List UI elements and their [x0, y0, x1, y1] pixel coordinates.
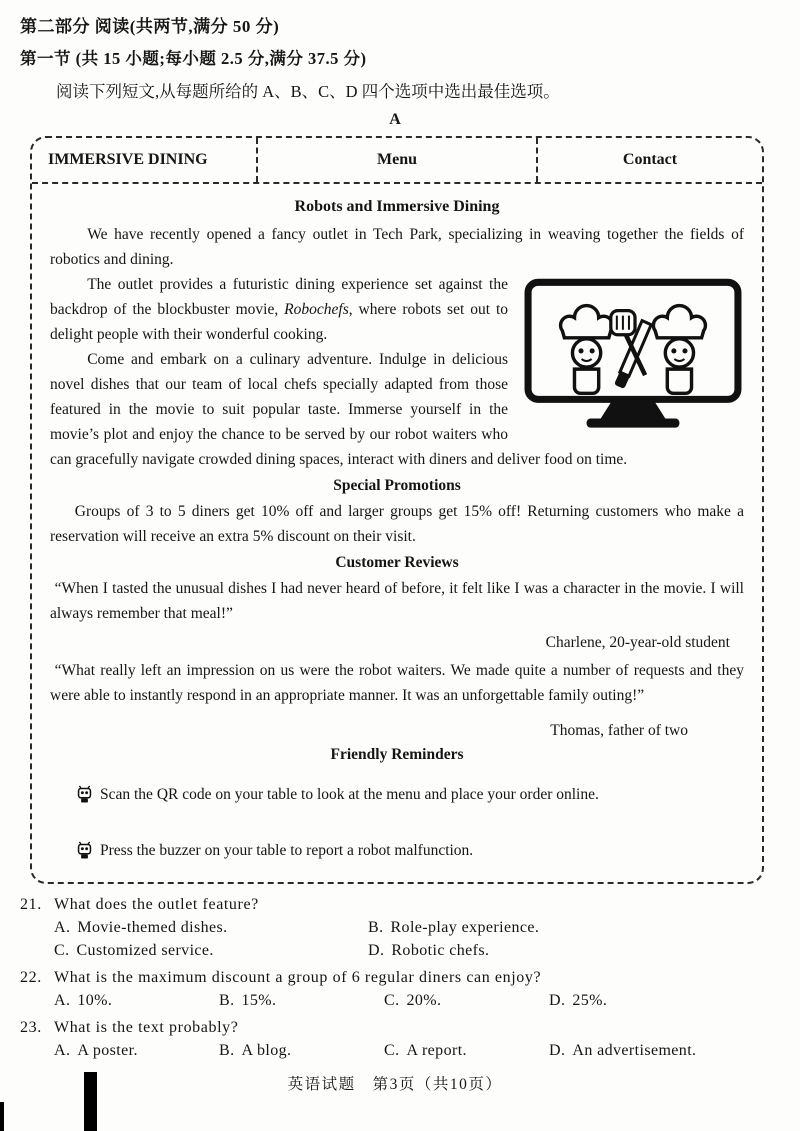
option-23-b: B. A blog. [219, 1042, 292, 1059]
reminder-2-text: Press the buzzer on your table to report a robot malfunction. [100, 842, 474, 859]
option-22-d: D. 25%. [549, 992, 608, 1009]
robot-icon [76, 785, 93, 810]
option-21-a: A. Movie-themed dishes. [54, 919, 228, 936]
flyer-nav-contact: Contact [622, 151, 678, 168]
movie-title-italic: Robochefs [284, 301, 349, 318]
promotions-text: Groups of 3 to 5 diners get 10% off and larger groups get 15% off! Returning customers who make a reservation will receive an extra 5% discount on their visit. [50, 503, 744, 545]
option-22-a: A. 10%. [54, 992, 113, 1009]
question-number: 23. [20, 1019, 42, 1036]
scan-artifact-edge [0, 1102, 4, 1131]
passage-title: Robots and Immersive Dining [294, 198, 500, 215]
review-1: “When I tasted the unusual dishes I had never heard of before, it felt like I was a character in the movie. I will always remember that meal!” [50, 580, 744, 622]
page-footer: 英语试题 第3页（共10页） [287, 1076, 503, 1093]
tv-illustration-svg [522, 276, 744, 438]
question-number: 22. [20, 969, 42, 986]
option-23-d: D. An advertisement. [549, 1042, 697, 1059]
paragraph-1: We have recently opened a fancy outlet in Tech Park, specializing in weaving together the fields of robotics and dining. [50, 226, 744, 268]
robot-chefs-tv-illustration [522, 276, 744, 438]
review-1-author: Charlene, 20-year-old student [545, 634, 730, 651]
option-21-d: D. Robotic chefs. [368, 942, 490, 959]
question-text: What is the text probably? [54, 1019, 239, 1036]
question-22 [20, 969, 770, 1010]
paragraph-2-pre: The outlet provides a futuristic dining experience set against the backdrop of the blockbuster movie, [50, 276, 508, 318]
paragraph-2-post: , where robots set out to delight people with their wonderful cooking. [50, 301, 509, 343]
question-text: What does the outlet feature? [54, 896, 259, 913]
option-22-b: B. 15%. [219, 992, 277, 1009]
reading-passage-flyer [30, 136, 764, 884]
question-22-options [20, 992, 770, 1010]
question-21 [20, 896, 770, 960]
flyer-nav-menu: Menu [258, 138, 538, 182]
question-text: What is the maximum discount a group of 6 regular diners can enjoy? [54, 969, 542, 986]
reminder-item-1 [76, 784, 744, 810]
flyer-body [32, 184, 762, 882]
question-21-options [20, 919, 770, 960]
question-23 [20, 1019, 770, 1060]
reminder-item-2 [76, 840, 744, 866]
robot-icon [76, 841, 93, 866]
flyer-nav-bar [32, 138, 762, 184]
reminders-heading: Friendly Reminders [330, 746, 464, 763]
question-23-options [20, 1042, 770, 1060]
option-23-c: C. A report. [384, 1042, 467, 1059]
reviews-heading: Customer Reviews [335, 554, 459, 571]
questions-section [20, 896, 770, 1060]
option-23-a: A. A poster. [54, 1042, 138, 1059]
review-2: “What really left an impression on us were the robot waiters. We made quite a number of requests and they were able to instantly respond in an appropriate manner. It was an unforgettable family outing!” [50, 662, 744, 704]
option-21-c: C. Customized service. [54, 942, 214, 959]
option-22-c: C. 20%. [384, 992, 442, 1009]
promotions-heading: Special Promotions [333, 477, 461, 494]
instructions-text: 阅读下列短文,从每题所给的 A、B、C、D 四个选项中选出最佳选项。 [56, 82, 560, 101]
reminder-1-text: Scan the QR code on your table to look at the menu and place your order online. [100, 786, 599, 803]
question-number: 21. [20, 896, 42, 913]
flyer-brand: IMMERSIVE DINING [32, 138, 258, 182]
scan-artifact-bar [84, 1072, 97, 1131]
section-header-part2: 第二部分 阅读(共两节,满分 50 分) [20, 17, 280, 36]
paragraph-3: Come and embark on a culinary adventure. Indulge in delicious novel dishes that our team of local chefs specially adapted from those featured in the movie to suit popular taste. Immerse yourself in the movie’s plot and enjoy the chance to be served by our robot waiters who can gracefully navigate crowded dining spaces, interact with diners and deliver food on time. [50, 351, 628, 468]
review-2-author: Thomas, father of two [550, 722, 688, 739]
passage-label-a: A [389, 111, 401, 128]
section-header-node1: 第一节 (共 15 小题;每小题 2.5 分,满分 37.5 分) [20, 49, 367, 68]
option-21-b: B. Role-play experience. [368, 919, 540, 936]
